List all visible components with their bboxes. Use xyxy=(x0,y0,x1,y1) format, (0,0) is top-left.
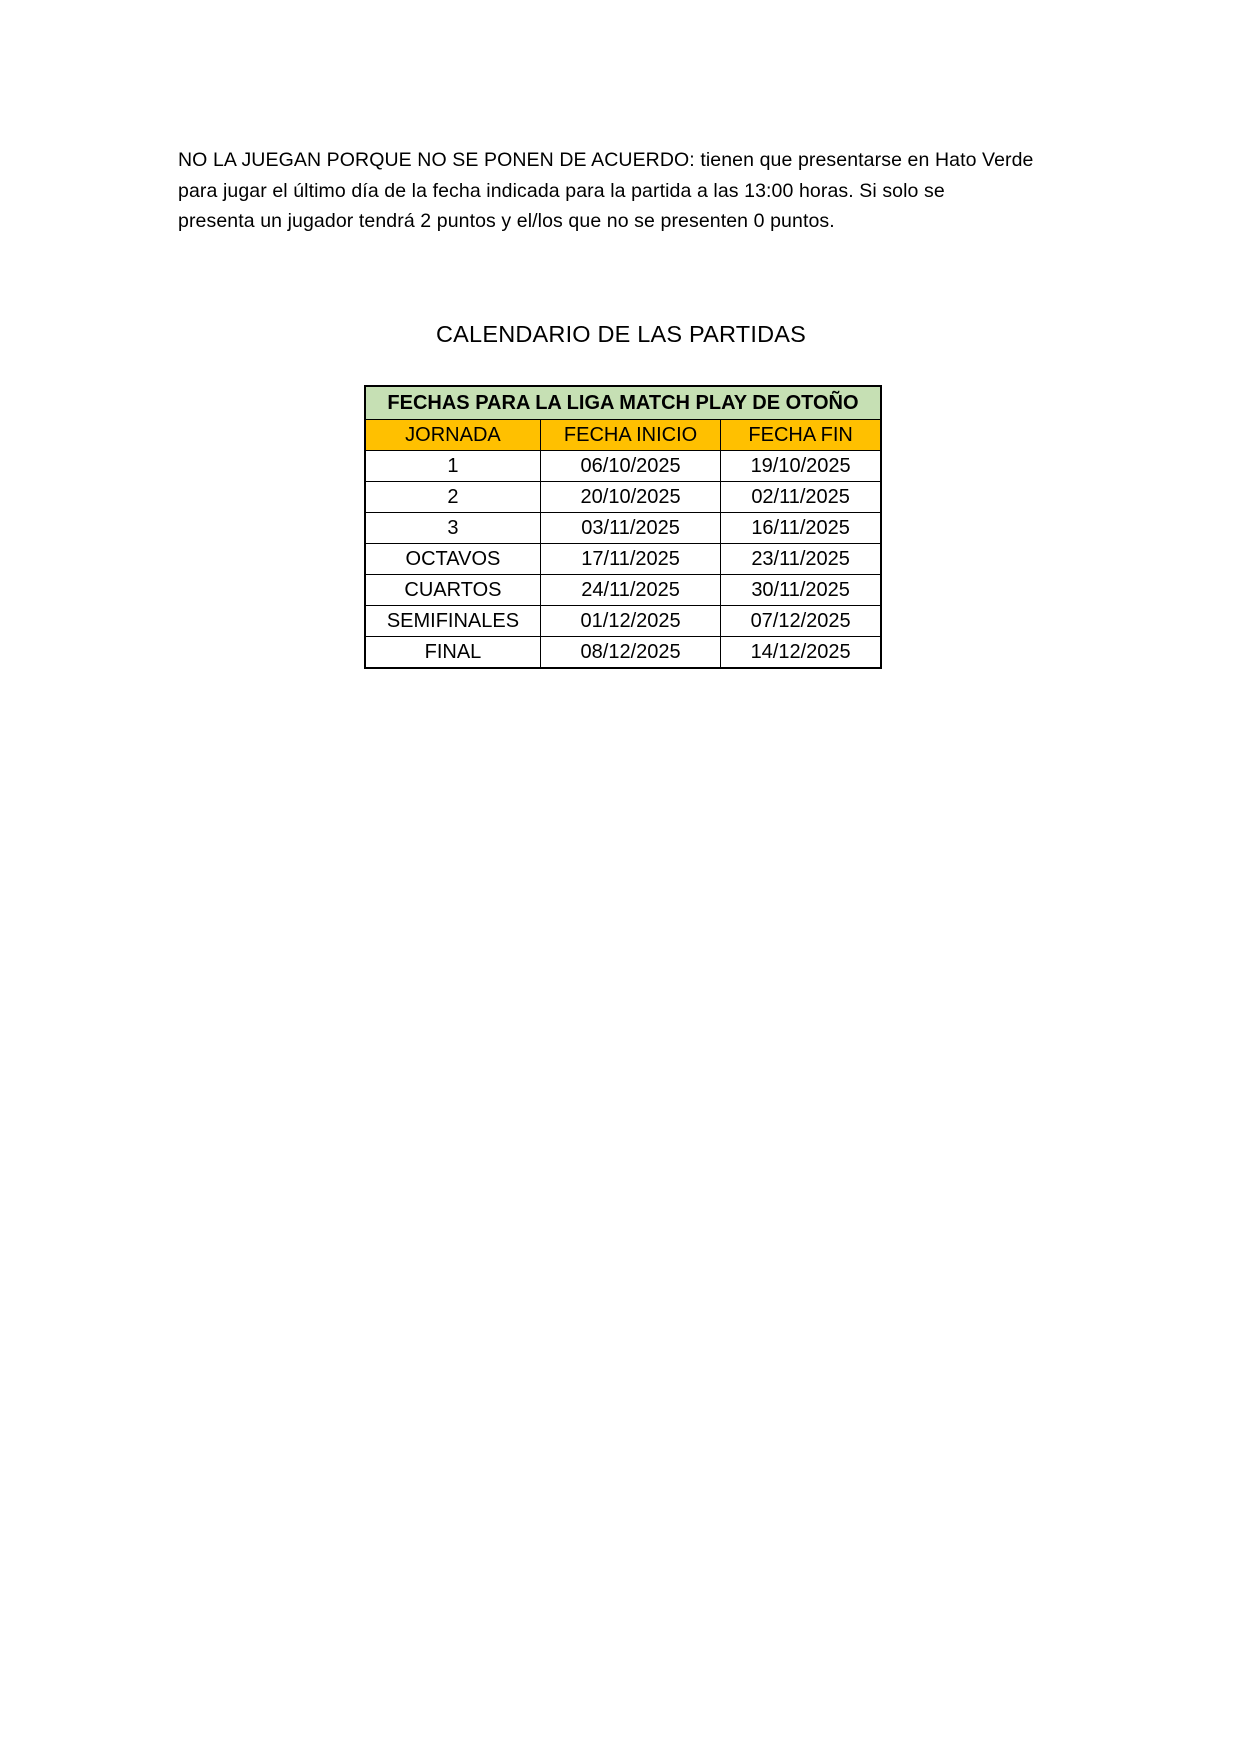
cell-fecha-inicio: 17/11/2025 xyxy=(540,544,720,575)
intro-line: para jugar el último día de la fecha indicada para la partida a las 13:00 horas. Si solo se xyxy=(178,179,945,202)
cell-jornada: OCTAVOS xyxy=(365,544,540,575)
table-caption: FECHAS PARA LA LIGA MATCH PLAY DE OTOÑO xyxy=(365,386,881,420)
cell-fecha-fin: 19/10/2025 xyxy=(721,451,881,482)
cell-jornada: 2 xyxy=(365,482,540,513)
cell-fecha-inicio: 06/10/2025 xyxy=(540,451,720,482)
table-row xyxy=(365,606,881,637)
cell-jornada: 1 xyxy=(365,451,540,482)
cell-jornada: FINAL xyxy=(365,637,540,669)
table-caption-row xyxy=(365,386,881,420)
cell-fecha-inicio: 24/11/2025 xyxy=(540,575,720,606)
column-header-fecha-fin: FECHA FIN xyxy=(721,420,881,451)
column-header-jornada: JORNADA xyxy=(365,420,540,451)
column-header-fecha-inicio: FECHA INICIO xyxy=(540,420,720,451)
cell-jornada: 3 xyxy=(365,513,540,544)
section-title: CALENDARIO DE LAS PARTIDAS xyxy=(436,321,806,347)
cell-fecha-inicio: 01/12/2025 xyxy=(540,606,720,637)
table-row xyxy=(365,575,881,606)
intro-line: presenta un jugador tendrá 2 puntos y el/los que no se presenten 0 puntos. xyxy=(178,210,835,232)
cell-jornada: SEMIFINALES xyxy=(365,606,540,637)
cell-fecha-fin: 14/12/2025 xyxy=(721,637,881,669)
cell-fecha-fin: 07/12/2025 xyxy=(721,606,881,637)
cell-fecha-fin: 16/11/2025 xyxy=(721,513,881,544)
cell-fecha-inicio: 03/11/2025 xyxy=(540,513,720,544)
table-row xyxy=(365,482,881,513)
cell-fecha-inicio: 20/10/2025 xyxy=(540,482,720,513)
table-row xyxy=(365,637,881,669)
intro-line: NO LA JUEGAN PORQUE NO SE PONEN DE ACUERDO: tienen que presentarse en Hato Verde xyxy=(178,149,1034,171)
intro-paragraph xyxy=(178,145,1078,237)
cell-fecha-fin: 23/11/2025 xyxy=(721,544,881,575)
cell-fecha-fin: 02/11/2025 xyxy=(721,482,881,513)
table-header-row xyxy=(365,420,881,451)
cell-jornada: CUARTOS xyxy=(365,575,540,606)
table-row xyxy=(365,544,881,575)
table-row xyxy=(365,451,881,482)
schedule-table xyxy=(364,385,882,669)
cell-fecha-inicio: 08/12/2025 xyxy=(540,637,720,669)
table-row xyxy=(365,513,881,544)
cell-fecha-fin: 30/11/2025 xyxy=(721,575,881,606)
